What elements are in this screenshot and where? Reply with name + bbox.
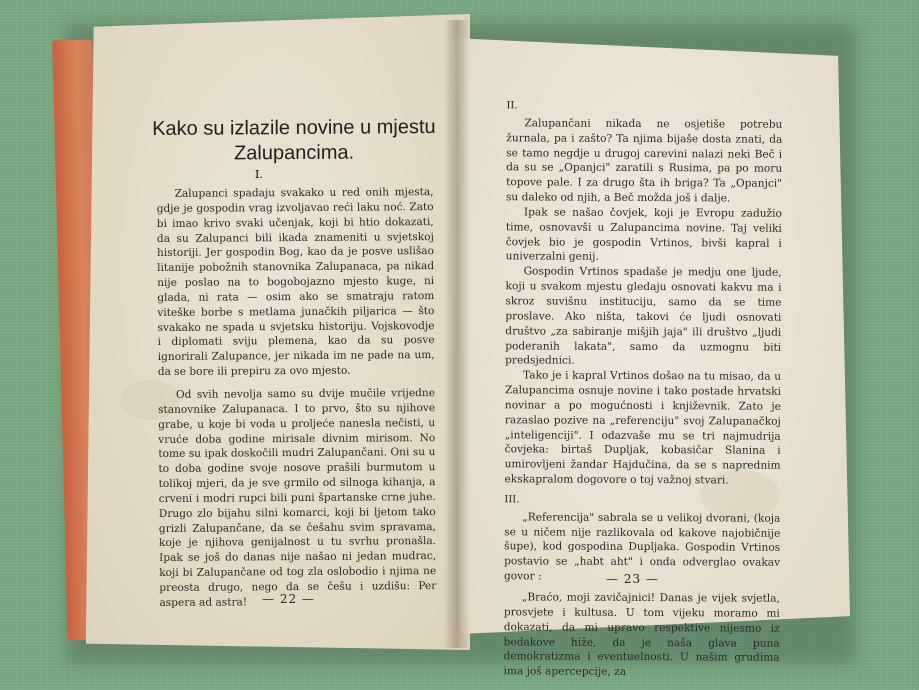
chapter-title-line2: Zalupancima. — [233, 141, 355, 165]
paragraph: „Braćo, moji zavičajnici! Danas je vijek svjetla, prosvjete i kultusa. U tom vijeku moramo mi dokazati, da mi upravo respektive nijesmo iz bedakove hiže, da je naša glava puna demokratizma i eventuelnosti. U našim grudima ima još apercepcije, za — [503, 591, 780, 679]
page-number-left: — 22 — — [262, 592, 315, 606]
right-page-text — [503, 97, 782, 680]
section-heading-1: I. — [255, 168, 263, 181]
paragraph: Gospodin Vrtinos spadaše je medju one ljude, koji u svakom mjestu gledaju osnovati kakvu ma i skroz suvišnu instituciju, samo da se time proslave. Ako ništa, takovi će ljudi osnovati društvo „za sabiranje mišjih jaja" ili društvo „ljudi poderanih lakata", samo da uzmognu biti predsjednici. — [505, 265, 782, 367]
paragraph: „Referencija" sabrala se u velikoj dvorani, (koja se u ničem nije razlikovala od kakove najobičnije šupe), kod gospodina Dupljaka. Gospodin Vrtinos postavio se „habt aht" i onda odverglao ovakav govor : — [503, 511, 781, 583]
chapter-title-line1: Kako su izlazile novine u mjestu — [152, 116, 436, 140]
left-page-text — [157, 185, 437, 611]
paragraph: Zalupančani nikada ne osjetiše potrebu žurnala, pa i zašto? Ta njima bijaše dosta znati, da se tamo negdje u drugoj carevini nalazi neki Beč i da su se „Opanjci" zaratili s Rusima, pa po moru topove pale. I za drugo šta ih briga? Ta „Opanjci" su daleko od njih, a Beč možda još i dalje. — [505, 117, 783, 205]
section-heading-3: III. — [504, 494, 520, 506]
paragraph: Ipak se našao čovjek, koji je Evropu zadužio time, osnovavši u Zalupancima novine. Taj veliki čovjek bio je gospodin Vrtinos, bivši kapral i univerzalni genij. — [505, 206, 782, 264]
paragraph: Zalupanci spadaju svakako u red onih mjesta, gdje je gospodin vrag izvoljavao reći laku noć. Zato bi imao krivo svaki učenjak, koji bi htio dokazati, da su Zalupanci bili ikada znameniti u svjetskoj historiji. Jer gospodin Bog, kao da je posve uslišao litanije pobožnih stanovnika Zalupanaca, pa nikad nije poslao na to bogobojazno mjesto kuge, ni glada, ni rata — osim ako se smatraju ratom viteške borbe s metlama junačkih piljarica — što svakako ne spada u svjetsku historiju. Vojskovodje i diplomati sviju plemena, kao da su posve ignorirali Zalupance, jer nikada im ne pade na um, da se bore ili prepiru za ovo mjesto. — [156, 186, 435, 379]
section-heading-2: II. — [506, 100, 518, 112]
page-number-right: — 23 — — [606, 572, 659, 586]
paragraph: Od svih nevolja samo su dvije mučile vrijedne stanovnike Zalupanaca. I to prvo, što su njihove grabe, u koje bi voda u proljeće nanesla nečisti, u vruće doba godine mirisale divnim mirisom. No tome su ipak doskočili mudri Zalupančani. Oni su u to doba godine svoje nosove prašili burmutom u tolikoj mjeri, da je sve grmilo od silnoga kihanja, a crveni i modri rupci bili puni špartanske crne juhe. Drugo zlo bijahu silni komarci, koji bi ljetom tako grizli Zalupančane, da se češahu svim spravama, koje je njihova genijalnost u tu svrhu pronašla. Ipak se još do danas nije našao ni jedan mudrac, koji bi Zalupančane od tog zla oslobodio i njima ne preosta drugo, nego da se češu i uzdišu: Per aspera ad astra! — [158, 387, 437, 609]
paragraph: Tako je i kapral Vrtinos došao na tu misao, da u Zalupancima osnuje novine i tako postade hrvatski novinar a po mogućnosti i književnik. Zato je razaslao pozive na „referenciju" svoj Zalupanačkoj „inteligenciji". I odazvaše mu se tri najmudrija čovjeka: birtaš Dupljak, kobasičar Slanina i umirovljeni žandar Hajdučina, da se s naprednim ekskapralom dogovore o toj važnoj stvari. — [504, 369, 782, 487]
book-gutter — [444, 20, 470, 648]
chapter-title — [144, 115, 444, 167]
